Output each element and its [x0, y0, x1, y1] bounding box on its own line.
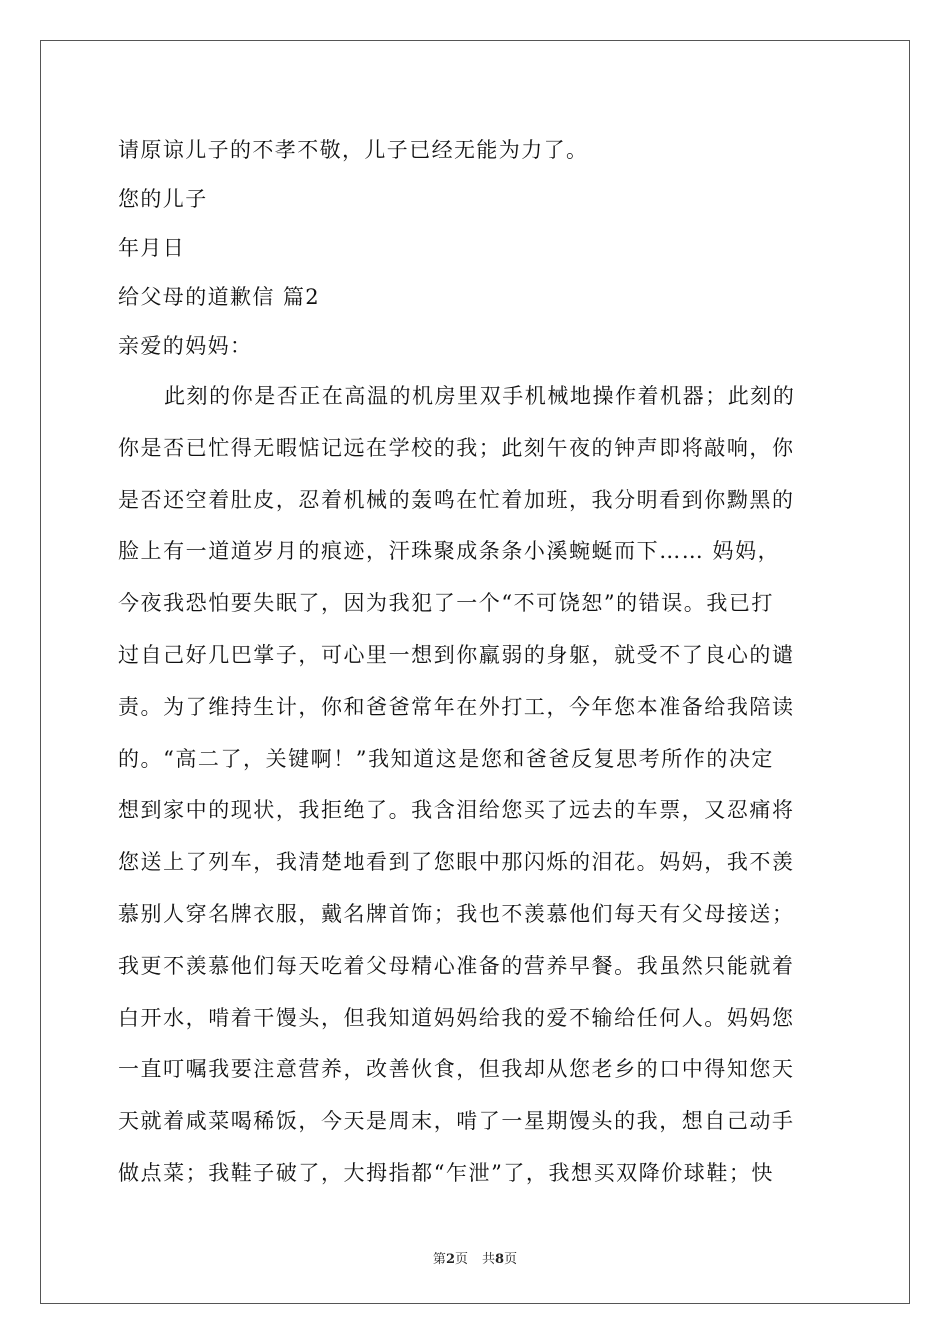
- page-footer: [0, 1248, 950, 1267]
- current-page-number: 2: [445, 1252, 455, 1267]
- body-line: 脸上有一道道岁月的痕迹，汗珠聚成条条小溪蜿蜒而下…… 妈妈，: [118, 539, 781, 564]
- body-line: 过自己好几巴掌子，可心里一想到你羸弱的身躯，就受不了良心的谴: [118, 642, 795, 667]
- total-prefix: 共: [482, 1252, 496, 1267]
- body-line: 一直叮嘱我要注意营养，改善伙食，但我却从您老乡的口中得知您天: [118, 1057, 795, 1082]
- salutation: 亲爱的妈妈：: [118, 334, 253, 358]
- body-line: 慕别人穿名牌衣服，戴名牌首饰；我也不羡慕他们每天有父母接送；: [118, 901, 795, 926]
- apology-closing-line: 请原谅儿子的不孝不敬，儿子已经无能为力了。: [118, 138, 589, 162]
- total-suffix: 页: [504, 1252, 518, 1267]
- body-line: 是否还空着肚皮，忍着机械的轰鸣在忙着加班，我分明看到你黝黑的: [118, 487, 795, 512]
- total-page-number: 8: [495, 1252, 505, 1267]
- date-line: 年月日: [118, 236, 186, 260]
- document-content: [118, 126, 834, 1200]
- body-line: 责。为了维持生计，你和爸爸常年在外打工，今年您本准备给我陪读: [118, 694, 795, 719]
- body-line: 白开水，啃着干馒头，但我知道妈妈给我的爱不输给任何人。妈妈您: [118, 1005, 795, 1030]
- body-line: 想到家中的现状，我拒绝了。我含泪给您买了远去的车票，又忍痛将: [118, 798, 795, 823]
- page-suffix: 页: [454, 1252, 468, 1267]
- body-line: 你是否已忙得无暇惦记远在学校的我；此刻午夜的钟声即将敲响，你: [118, 435, 795, 460]
- body-line: 此刻的你是否正在高温的机房里双手机械地操作着机器；此刻的: [164, 384, 796, 408]
- section-title: 给父母的道歉信 篇2: [118, 285, 321, 309]
- page-prefix: 第: [432, 1252, 446, 1267]
- body-line: 的。“高二了，关键啊！”我知道这是您和爸爸反复思考所作的决定: [118, 746, 774, 771]
- body-line: 我更不羡慕他们每天吃着父母精心准备的营养早餐。我虽然只能就着: [118, 953, 795, 978]
- body-line: 做点菜；我鞋子破了，大拇指都“乍泄”了，我想买双降价球鞋；快: [118, 1160, 774, 1185]
- body-line: 天就着咸菜喝稀饭，今天是周末，啃了一星期馒头的我，想自己动手: [118, 1109, 795, 1134]
- signature-line: 您的儿子: [118, 187, 208, 211]
- body-line: 您送上了列车，我清楚地看到了您眼中那闪烁的泪花。妈妈，我不羡: [118, 850, 795, 875]
- body-line: 今夜我恐怕要失眠了，因为我犯了一个“不可饶恕”的错误。我已打: [118, 591, 774, 616]
